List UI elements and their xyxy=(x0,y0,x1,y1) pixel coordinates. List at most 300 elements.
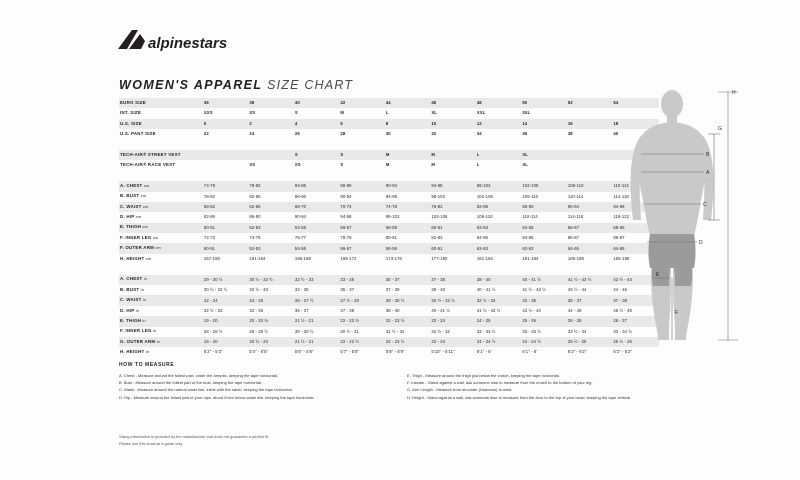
table-row xyxy=(119,202,659,212)
row-label: E. THIGH in xyxy=(119,316,204,326)
row-label: TECH-AIR® RACE VEST xyxy=(120,162,176,168)
table-row xyxy=(119,98,659,108)
table-cell: 26 - 26 xyxy=(568,316,614,326)
table-cell: 64-65 xyxy=(522,223,568,233)
table-cell: 48 xyxy=(477,98,523,108)
table-cell: 173-176 xyxy=(385,255,402,261)
row-unit: in xyxy=(139,287,145,292)
table-cell: 94-98 xyxy=(613,202,659,212)
row-unit: cm xyxy=(142,183,150,188)
table-cell: 76-77 xyxy=(294,235,307,241)
table-cell xyxy=(204,150,250,160)
row-label: U.S. SIZE xyxy=(119,119,204,129)
table-cell: 32 xyxy=(431,131,437,137)
table-cell: 5'10" - 5'11" xyxy=(431,349,455,355)
table-cell: 84-85 xyxy=(476,235,489,241)
table-cell: 90-94 xyxy=(386,181,431,191)
marker-g: G xyxy=(718,126,722,132)
table-cell: 34 xyxy=(476,131,482,137)
table-cell: 30 - 30 ½ xyxy=(294,328,314,334)
table-cell: 29 - 29 ½ xyxy=(249,328,268,334)
table-cell: 30 ½ - 32 ½ xyxy=(249,275,295,285)
footer-disclaimer xyxy=(119,434,519,447)
table-cell: 82-86 xyxy=(203,214,216,220)
row-label: D. HIP in xyxy=(120,307,140,313)
table-row xyxy=(119,108,659,118)
row-label: B. BUST cm xyxy=(120,193,147,199)
row-label: D. HIP cm xyxy=(120,214,142,220)
table-cell: 74-75 xyxy=(249,235,261,241)
how-to-measure xyxy=(119,362,679,402)
table-cell: 4 xyxy=(295,119,340,129)
marker-b: B xyxy=(706,152,710,158)
table-row xyxy=(119,119,659,129)
table-cell: 58-59 xyxy=(386,243,431,253)
row-unit: in xyxy=(141,298,147,303)
footer-line: Sizing information is provided by the manufacturer and does not guarantee a perfect fit. xyxy=(119,434,270,439)
table-cell: 94-98 xyxy=(385,193,398,199)
table-cell: 6'2" - 6'2" xyxy=(567,349,587,355)
table-separator xyxy=(119,171,659,181)
table-cell: 40 - 41 ½ xyxy=(522,275,568,285)
table-cell: 86-87 xyxy=(613,235,625,241)
table-cell: 58-59 xyxy=(386,223,431,233)
table-cell: 28 - 28 ½ xyxy=(203,328,223,334)
table-row xyxy=(119,212,659,222)
table-cell: 90-94 xyxy=(340,193,352,199)
table-cell: 60-61 xyxy=(431,223,477,233)
table-cell: 50-51 xyxy=(204,223,250,233)
table-cell: 52-53 xyxy=(249,223,295,233)
table-cell: 40 xyxy=(613,131,619,137)
table-cell: XXS xyxy=(203,110,213,116)
table-cell: 18 xyxy=(613,119,659,129)
table-cell: 35 - 37 xyxy=(294,307,309,313)
table-cell: 24 - 24 ½ xyxy=(477,337,523,347)
table-cell: 35 - 37 xyxy=(386,275,431,285)
table-cell: XL xyxy=(522,162,528,168)
row-unit: cm xyxy=(141,225,148,230)
table-cell: 5'7" - 5'8" xyxy=(340,349,360,355)
table-cell: 62-66 xyxy=(249,202,295,212)
row-label: INT. SIZE xyxy=(120,110,142,116)
table-cell: 106-110 xyxy=(568,181,614,191)
marker-h: H xyxy=(732,90,736,96)
table-cell: 90-94 xyxy=(568,202,614,212)
table-cell: 98-102 xyxy=(385,214,400,220)
table-cell: 110-114 xyxy=(613,181,659,191)
table-cell: 5'2" - 5'3" xyxy=(203,349,223,355)
table-cell: 181-184 xyxy=(522,255,539,261)
table-cell: 181-184 xyxy=(476,255,493,261)
table-cell: 26 xyxy=(294,131,300,137)
table-cell: 24 xyxy=(249,131,255,137)
table-cell: 3XL xyxy=(522,110,531,116)
table-cell: 98-102 xyxy=(431,193,445,199)
table-cell: 37 - 38 xyxy=(613,295,659,305)
row-label: B. BUST in xyxy=(120,286,145,292)
table-cell: 84-85 xyxy=(522,235,534,241)
table-cell: 6'1" - 6' xyxy=(522,349,538,355)
table-cell: 56-57 xyxy=(340,223,385,233)
table-cell: 114-118 xyxy=(567,214,584,220)
table-cell: 20 - 20 ¾ xyxy=(249,316,295,326)
how-to-measure-item: C. Waist - Measure around the natural waist line, inline with the navel, keeping the tape horizontal. xyxy=(119,387,293,393)
table-cell: 110-114 xyxy=(522,214,538,220)
table-cell: 82-86 xyxy=(249,193,261,199)
table-cell: 40 xyxy=(295,98,340,108)
how-to-measure-item: E. Thigh - Measure around the thigh just below the crotch, keeping the tape horizontal. xyxy=(407,373,560,378)
table-cell: 21 ½ - 21 xyxy=(295,337,340,347)
table-cell: XS xyxy=(249,110,256,116)
table-cell: 46 xyxy=(431,98,477,108)
table-cell: 78-82 xyxy=(203,193,216,199)
table-cell: 38 - 40 xyxy=(431,287,446,293)
table-row xyxy=(119,347,659,357)
table-cell: 33 ½ - 34 xyxy=(567,328,587,334)
table-cell: 86-90 xyxy=(294,193,307,199)
table-cell: 37 - 38 xyxy=(340,307,355,313)
table-cell: 23 - 24 xyxy=(431,316,477,326)
table-cell: 33 - 35 xyxy=(249,307,264,313)
table-cell: 19 - 20 xyxy=(204,337,250,347)
row-label: C. WAIST in xyxy=(119,295,204,305)
table-cell: 2 xyxy=(249,119,295,129)
table-cell: 78-82 xyxy=(249,181,295,191)
table-cell: L xyxy=(385,110,389,116)
table-row xyxy=(119,150,659,160)
table-cell: 185-188 xyxy=(613,255,630,261)
table-cell: XXL xyxy=(476,110,486,116)
table-row xyxy=(119,327,659,337)
footer-line: Please use this chart as a guide only. xyxy=(119,440,184,446)
row-unit: cm xyxy=(141,204,149,209)
table-row xyxy=(119,243,659,253)
table-cell: 62-63 xyxy=(477,243,523,253)
table-cell: 14 xyxy=(522,119,568,129)
table-cell: 52-53 xyxy=(249,243,295,253)
table-cell: 32 ½ - 32 xyxy=(431,328,450,334)
table-cell: 30 ½ - 31 xyxy=(340,328,359,334)
table-cell: 54 xyxy=(613,98,659,108)
table-cell: 86-90 xyxy=(249,214,261,220)
row-label: F. INNER LEG in xyxy=(120,328,157,334)
table-cell: 43 ½ - 44 xyxy=(613,275,659,285)
table-cell: 25 ½ - 25 xyxy=(568,337,614,347)
marker-d: D xyxy=(699,240,703,246)
row-label: G. OUTER ARM in xyxy=(119,337,204,347)
table-cell: 110-114 xyxy=(567,193,584,199)
table-cell: 43 ½ - 44 xyxy=(567,287,587,293)
table-cell: 24 - 26 xyxy=(249,295,295,305)
row-label: C. WAIST cm xyxy=(119,202,204,212)
table-cell: 86-90 xyxy=(340,181,385,191)
table-cell: 60-61 xyxy=(431,243,477,253)
table-cell: 44 xyxy=(386,98,431,108)
table-cell: 33 - 35 xyxy=(340,275,385,285)
table-row xyxy=(119,160,659,170)
table-row xyxy=(119,192,659,202)
table-cell: 52 xyxy=(568,98,614,108)
table-cell: 22 - 23 ½ xyxy=(386,337,431,347)
table-row xyxy=(119,285,659,295)
table-cell: 62-63 xyxy=(477,223,523,233)
table-cell: 42 xyxy=(340,98,385,108)
row-unit: in xyxy=(141,319,146,323)
table-cell: 38 xyxy=(567,131,573,137)
table-cell: 165-168 xyxy=(294,255,311,261)
table-cell: 28 xyxy=(340,131,346,137)
size-table xyxy=(119,98,659,358)
table-cell: 82-86 xyxy=(295,181,340,191)
table-cell: 26 - 27 xyxy=(613,316,659,326)
marker-c: C xyxy=(703,202,707,208)
row-unit: cm xyxy=(139,194,147,199)
table-cell: 86-90 xyxy=(522,202,568,212)
table-cell: 5'8" - 5'9" xyxy=(385,349,405,355)
table-cell xyxy=(249,150,295,160)
table-cell: 12 xyxy=(477,119,523,129)
table-cell: 35 - 37 xyxy=(340,287,355,293)
table-cell: 19 - 20 xyxy=(204,316,250,326)
table-cell: 33 - 34 ½ xyxy=(613,328,632,334)
table-cell: 22 - 23 ½ xyxy=(386,316,431,326)
table-row xyxy=(119,306,659,316)
table-cell: XS xyxy=(249,162,256,168)
table-cell: 40 - 41 ½ xyxy=(476,287,496,293)
table-row xyxy=(119,233,659,243)
table-cell: M xyxy=(386,150,431,160)
table-cell: 82-83 xyxy=(431,235,443,241)
alpinestars-logo xyxy=(112,26,232,56)
how-to-measure-right-column xyxy=(407,373,677,402)
table-cell: 102-106 xyxy=(476,193,493,199)
table-cell: 38 - 40 xyxy=(477,275,523,285)
marker-a: A xyxy=(706,170,710,176)
how-to-measure-item: A. Chest - Measure around the fullest part, under the armpits, keeping the tape horizontal. xyxy=(119,373,278,378)
table-row xyxy=(119,129,659,139)
page-title-strong: WOMEN'S APPAREL xyxy=(119,78,263,92)
table-cell: 157-160 xyxy=(203,255,220,261)
table-cell: L xyxy=(476,162,480,168)
row-label: EURO SIZE xyxy=(119,98,204,108)
table-cell: XL xyxy=(522,150,568,160)
table-cell: 44 - 46 xyxy=(567,307,582,313)
table-cell: 33 - 33 ½ xyxy=(476,328,496,334)
row-unit: in xyxy=(151,329,157,334)
row-label: A. CHEST cm xyxy=(119,181,204,191)
row-label: TECH-AIR® STREET VEST xyxy=(119,150,204,160)
table-cell: 36 xyxy=(204,98,250,108)
table-cell: 70-74 xyxy=(340,202,385,212)
table-cell: 41 ½ - 43 ½ xyxy=(476,307,501,313)
table-cell: 26 - 27 ½ xyxy=(295,295,340,305)
table-cell: 24 - 25 xyxy=(477,316,523,326)
table-cell: L xyxy=(477,150,523,160)
size-table-wrap xyxy=(119,98,659,358)
row-label: F. INNER LEG cm xyxy=(120,234,159,240)
table-row xyxy=(119,181,659,191)
table-cell: 54-55 xyxy=(295,243,340,253)
table-cell: 58-62 xyxy=(204,202,250,212)
table-cell: 50 xyxy=(522,98,568,108)
table-cell: 23 - 24 xyxy=(431,337,477,347)
table-cell: S xyxy=(340,162,344,168)
row-label: F. OUTER ARM cm xyxy=(119,243,204,253)
table-cell: 21 ½ - 21 xyxy=(295,316,340,326)
marker-e: E xyxy=(656,272,660,278)
table-cell: 40 - 41 ½ xyxy=(431,307,450,313)
table-cell: 78-79 xyxy=(340,235,352,241)
table-cell: 74-78 xyxy=(386,202,431,212)
table-cell: XL xyxy=(431,110,437,116)
table-cell: M xyxy=(431,150,477,160)
table-row xyxy=(119,275,659,285)
row-unit: in xyxy=(142,277,148,282)
table-cell: 98-102 xyxy=(477,181,523,191)
table-cell: 0 xyxy=(204,119,250,129)
table-cell: 29 - 30 ½ xyxy=(204,275,250,285)
svg-text:alpinestars: alpinestars xyxy=(148,35,228,52)
row-label: U.S. PANT SIZE xyxy=(120,131,156,137)
table-cell: 50-51 xyxy=(204,243,250,253)
table-cell: S xyxy=(295,150,340,160)
table-cell: 102-106 xyxy=(522,181,568,191)
how-to-measure-item: G. Arm Length - Measure from shoulder (Humerus) to wrist. xyxy=(407,387,513,393)
table-cell: 33 - 35 xyxy=(522,295,568,305)
table-cell: 74-78 xyxy=(204,181,250,191)
row-unit: cm xyxy=(154,246,161,251)
table-cell: 106-110 xyxy=(522,193,539,199)
table-cell: 169-172 xyxy=(340,255,357,261)
table-cell: 6 xyxy=(340,119,385,129)
table-row xyxy=(119,295,659,305)
table-cell: 64-65 xyxy=(568,243,614,253)
table-row xyxy=(119,223,659,233)
table-cell: 82-86 xyxy=(477,202,523,212)
page-title-light: SIZE CHART xyxy=(267,78,354,92)
table-cell: 43 ½ - 44 xyxy=(522,307,541,313)
table-cell: XS xyxy=(294,162,301,168)
table-cell: 54-55 xyxy=(295,223,340,233)
table-cell: 78-82 xyxy=(431,202,477,212)
table-cell: 22 - 22 ½ xyxy=(340,337,385,347)
table-cell: 25 - 26 xyxy=(522,316,568,326)
table-row xyxy=(119,254,659,264)
table-cell: S xyxy=(340,150,385,160)
table-cell: 6'1" - 6' xyxy=(476,349,492,355)
table-cell: 22 - 24 xyxy=(204,295,250,305)
table-cell: 5'4" - 5'5" xyxy=(249,349,269,355)
table-cell: 66-70 xyxy=(295,202,340,212)
table-cell: 90-94 xyxy=(294,214,307,220)
row-unit: in xyxy=(155,339,161,344)
table-separator xyxy=(119,264,659,274)
body-measurement-figure xyxy=(600,82,790,347)
table-cell: 80-81 xyxy=(385,235,398,241)
table-cell: 56-57 xyxy=(340,243,385,253)
table-cell: 22 xyxy=(203,131,209,137)
table-cell: 37 - 38 xyxy=(431,275,477,285)
row-unit: cm xyxy=(151,235,159,240)
row-unit: in xyxy=(144,350,150,355)
table-cell: 31 ½ - 32 xyxy=(385,328,405,334)
row-unit: cm xyxy=(134,215,142,220)
table-cell: 25 ½ - 25 xyxy=(613,337,659,347)
table-cell: 41 ½ - 43 ½ xyxy=(568,275,614,285)
table-cell: 44 - 46 xyxy=(613,287,628,293)
table-cell: 161-164 xyxy=(249,255,266,261)
table-cell: 94-98 xyxy=(431,181,477,191)
how-to-measure-left-column xyxy=(119,373,389,402)
table-cell: 177-180 xyxy=(431,255,448,261)
table-cell: 33 - 33 ½ xyxy=(522,328,541,334)
table-cell: 32 ½ - 33 xyxy=(477,295,523,305)
row-label: E. THIGH cm xyxy=(119,223,204,233)
table-cell: 35 - 37 xyxy=(568,295,614,305)
table-cell: 46 ½ - 48 xyxy=(613,307,632,313)
table-cell: 94-98 xyxy=(340,214,352,220)
table-cell: 102-106 xyxy=(431,214,448,220)
table-cell: S xyxy=(294,110,298,116)
table-cell: 38 - 40 xyxy=(385,307,400,313)
table-cell: 22 - 22 ½ xyxy=(340,316,385,326)
table-cell: 29 - 30 ½ xyxy=(386,295,431,305)
table-cell: 114-118 xyxy=(613,193,629,199)
table-cell: 16 xyxy=(568,119,614,129)
table-cell: 30 ½ - 32 ½ xyxy=(203,287,228,293)
table-cell: 32 ½ - 33 xyxy=(295,275,340,285)
how-to-measure-item: B. Bust - Measure around the fullest part of the bust, keeping the tape horizontal. xyxy=(119,380,262,386)
table-row xyxy=(119,337,659,347)
table-cell: 33 - 35 xyxy=(294,287,309,293)
table-cell: 41 ½ - 43 ½ xyxy=(522,287,546,293)
row-label: H. HEIGHT in xyxy=(120,349,150,355)
table-cell: 32 ½ - 33 xyxy=(249,287,268,293)
table-cell: 30 xyxy=(385,131,391,137)
table-cell: 66-67 xyxy=(568,223,614,233)
table-cell: M xyxy=(431,162,435,168)
table-cell: 62-63 xyxy=(522,243,568,253)
table-cell: 38 xyxy=(249,98,295,108)
table-cell: 72-73 xyxy=(203,235,216,241)
page-title xyxy=(119,78,353,92)
table-cell: 30 ½ - 32 ½ xyxy=(431,295,477,305)
table-separator xyxy=(119,140,659,150)
table-cell: 8 xyxy=(386,119,431,129)
table-cell: 37 - 38 xyxy=(385,287,400,293)
row-label: H. HEIGHT cm xyxy=(120,255,152,261)
table-cell: 6'2" - 6'2" xyxy=(613,349,633,355)
table-cell: 10 xyxy=(431,119,477,129)
how-to-measure-heading: HOW TO MEASURE xyxy=(119,362,175,368)
table-cell: 20 ½ - 20 xyxy=(249,337,295,347)
table-cell: 118-122 xyxy=(613,214,630,220)
table-cell: 185-188 xyxy=(567,255,584,261)
table-cell: 32 ½ - 33 xyxy=(203,307,223,313)
table-cell: M xyxy=(385,162,390,168)
marker-f: F xyxy=(675,310,679,316)
table-cell: 68-69 xyxy=(613,223,659,233)
table-cell: 24 - 24 ½ xyxy=(522,337,568,347)
table-cell: 106-110 xyxy=(476,214,493,220)
how-to-measure-item: H. Height - Stand against a wall, ask someone else to measure from the floor to the top of your head, keeping the tape vertical. xyxy=(407,394,632,400)
table-cell: 27 ½ - 29 xyxy=(340,295,385,305)
row-label: A. CHEST in xyxy=(119,275,204,285)
table-cell: 36 xyxy=(522,131,528,137)
table-cell: M xyxy=(340,110,344,116)
table-cell: 5'5" - 5'6" xyxy=(294,349,314,355)
